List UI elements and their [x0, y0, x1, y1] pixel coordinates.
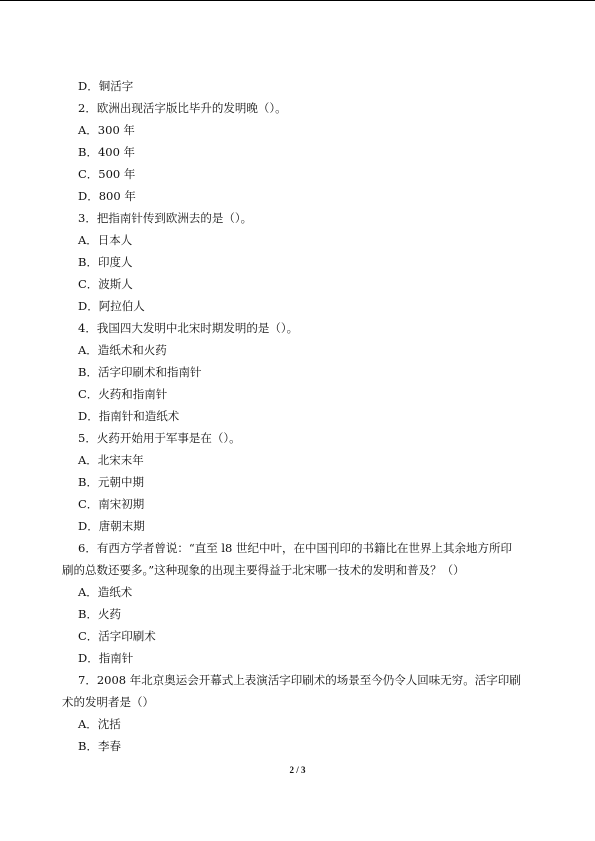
- option-line: A．造纸术: [78, 585, 133, 599]
- option-line: A．北宋末年: [78, 453, 144, 467]
- option-line: C．500 年: [78, 167, 136, 181]
- option-line: D．800 年: [78, 189, 136, 203]
- question-line: 3．把指南针传到欧洲去的是（）。: [78, 211, 253, 225]
- option-line: B．火药: [78, 607, 121, 621]
- page-number: 2 / 3: [289, 765, 306, 775]
- option-line: B．元朝中期: [78, 475, 144, 489]
- option-line: C．火药和指南针: [78, 387, 168, 401]
- option-line: C．波斯人: [78, 277, 133, 291]
- option-line: D．唐朝末期: [78, 519, 145, 533]
- question-line: 2．欧洲出现活字版比毕升的发明晚（）。: [78, 101, 287, 115]
- option-line: B．印度人: [78, 255, 133, 269]
- option-line: B．李春: [78, 739, 121, 753]
- option-line: D．阿拉伯人: [78, 299, 145, 313]
- question-continuation: 术的发明者是（）: [62, 695, 154, 709]
- question-line: 5．火药开始用于军事是在（）。: [78, 431, 241, 445]
- option-line: B．活字印刷术和指南针: [78, 365, 202, 379]
- option-line: C．活字印刷术: [78, 629, 156, 643]
- top-rule: [0, 0, 595, 1]
- option-line: D．铜活字: [78, 79, 134, 93]
- option-line: D．指南针和造纸术: [78, 409, 180, 423]
- option-line: C．南宋初期: [78, 497, 145, 511]
- question-line: 4．我国四大发明中北宋时期发明的是（）。: [78, 321, 299, 335]
- question-line: 7．2008 年北京奥运会开幕式上表演活字印刷术的场景至今仍令人回味无穷。活字印刷: [78, 673, 521, 687]
- option-line: A．300 年: [78, 123, 135, 137]
- option-line: A．造纸术和火药: [78, 343, 167, 357]
- question-continuation: 刷的总数还要多。”这种现象的出现主要得益于北宋哪一技术的发明和普及？（）: [62, 563, 465, 577]
- option-line: D．指南针: [78, 651, 134, 665]
- question-line: 6．有西方学者曾说：“直至 l8 世纪中叶，在中国刊印的书籍比在世界上其余地方所印: [78, 541, 512, 555]
- option-line: B．400 年: [78, 145, 136, 159]
- document-body: [0, 75, 595, 757]
- option-line: A．沈括: [78, 717, 121, 731]
- option-line: A．日本人: [78, 233, 133, 247]
